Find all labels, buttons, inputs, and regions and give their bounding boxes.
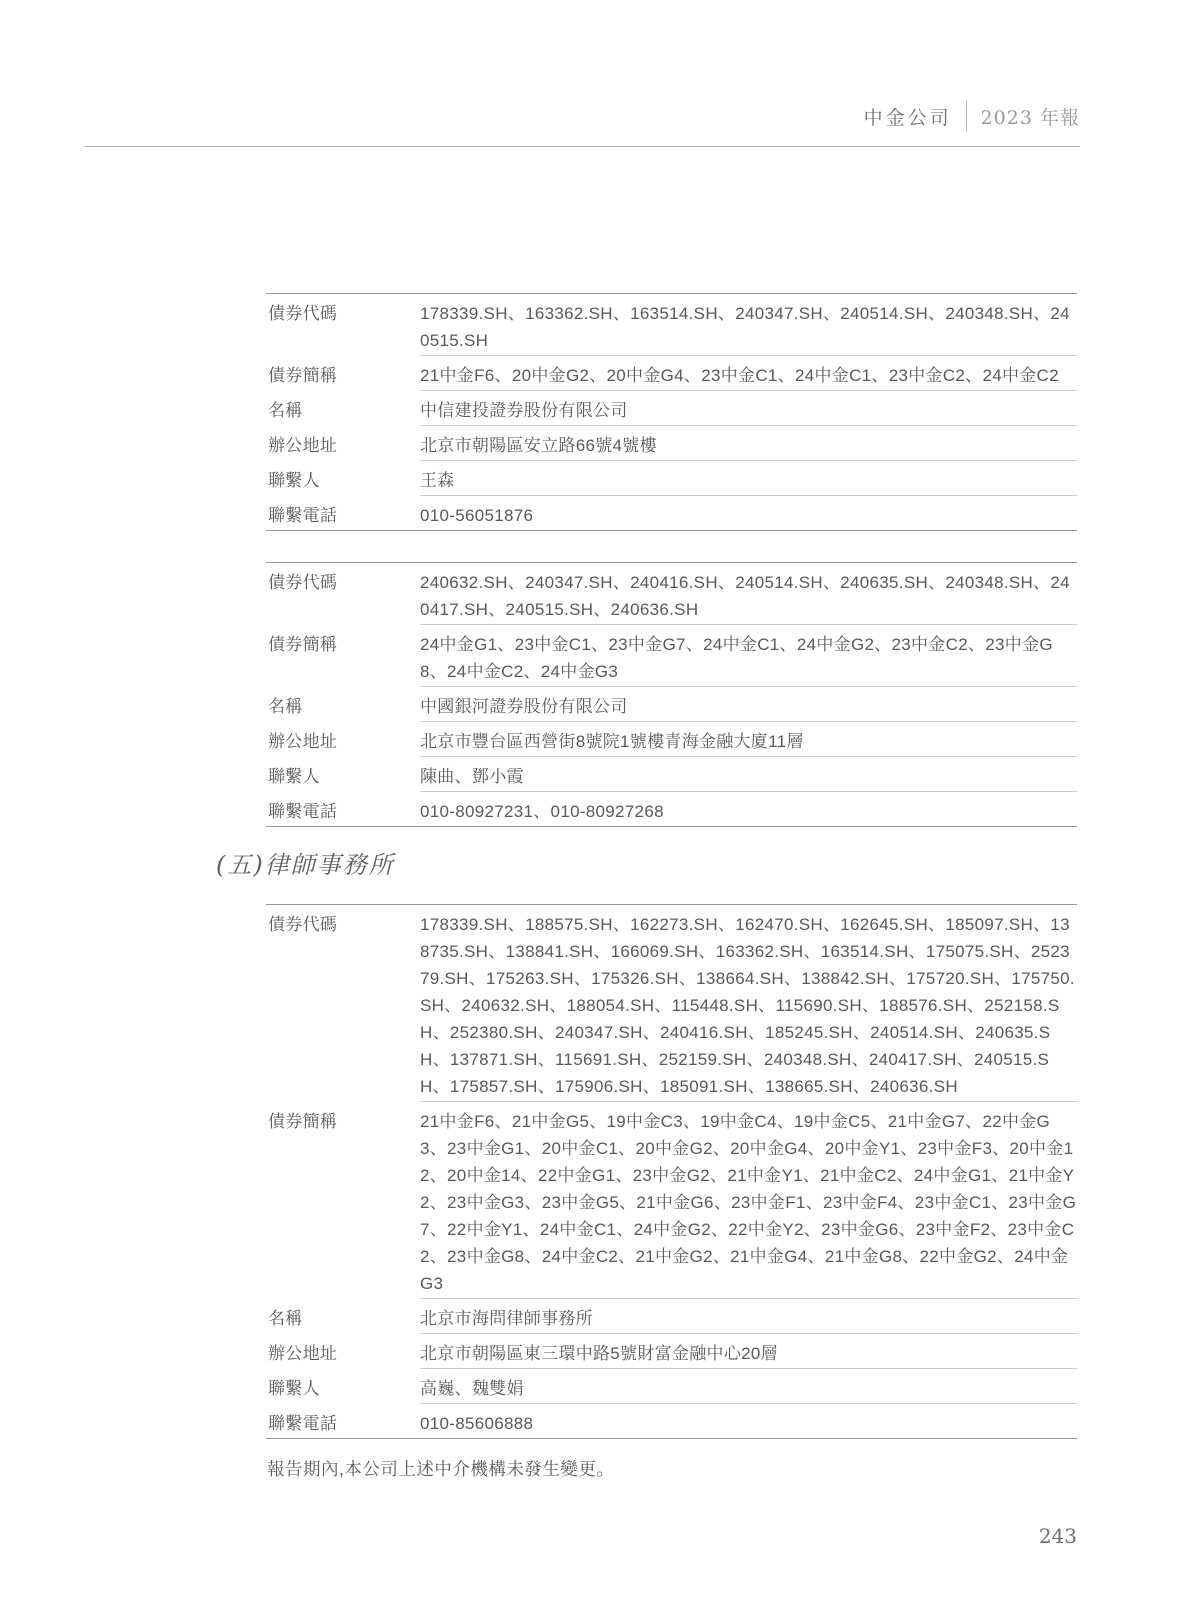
- field-value: 21中金F6、20中金G2、20中金G4、23中金C1、24中金C1、23中金C2、24中金C2: [420, 356, 1077, 391]
- field-value: 北京市海問律師事務所: [420, 1299, 1077, 1334]
- table-row: [266, 294, 1077, 356]
- table-row: [266, 1299, 1077, 1334]
- footer-note: 報告期內,本公司上述中介機構未發生變更。: [267, 1459, 615, 1479]
- table-row: [266, 461, 1077, 496]
- field-value: 178339.SH、163362.SH、163514.SH、240347.SH、240514.SH、240348.SH、240515.SH: [420, 294, 1077, 356]
- field-label: 債券簡稱: [268, 635, 338, 654]
- field-value: 21中金F6、21中金G5、19中金C3、19中金C4、19中金C5、21中金G7、22中金G3、23中金G1、20中金C1、20中金G2、20中金G4、20中金Y1、23中金F3、20中金12、20中金14、22中金G1、23中金G2、21中金Y1、21中金C2、24中金G1、21中金Y2、23中金G3、23中金G5、21中金G6、23中金F1、23中金F4、23中金C1、23中金G7、22中金Y1、24中金C1、24中金G2、22中金Y2、23中金G6、23中金F2、23中金C2、23中金G8、24中金C2、21中金G2、21中金G4、21中金G8、22中金G2、24中金G3: [420, 1102, 1077, 1299]
- field-value: 010-85606888: [420, 1414, 534, 1433]
- report-year: 2023 年報: [980, 106, 1080, 129]
- table-row: [266, 1369, 1077, 1404]
- field-value: 高巍、魏雙娟: [420, 1369, 1077, 1404]
- field-value: 010-56051876: [420, 506, 534, 525]
- company-name: 中金公司: [863, 106, 952, 129]
- table-row: [266, 1102, 1077, 1299]
- field-label: 債券代碼: [268, 304, 338, 323]
- table-row: [266, 1334, 1077, 1369]
- table-row: [266, 792, 1077, 826]
- field-label: 聯繫電話: [268, 506, 338, 525]
- table-row: [266, 563, 1077, 625]
- field-value: 陳曲、鄧小霞: [420, 757, 1077, 792]
- field-value: 010-80927231、010-80927268: [420, 802, 664, 821]
- field-label: 聯繫人: [268, 471, 320, 490]
- table-row: [266, 722, 1077, 757]
- intermediary-table-1: [266, 293, 1077, 531]
- field-value: 北京市朝陽區安立路66號4號樓: [420, 426, 1077, 461]
- field-value: 北京市朝陽區東三環中路5號財富金融中心20層: [420, 1334, 1077, 1369]
- table-row: [266, 356, 1077, 391]
- field-label: 名稱: [268, 401, 303, 420]
- field-value: 中信建投證券股份有限公司: [420, 391, 1077, 426]
- field-label: 債券代碼: [268, 915, 338, 934]
- section-heading: (五)律師事務所: [216, 851, 395, 879]
- field-label: 聯繫電話: [268, 802, 338, 821]
- field-label: 聯繫電話: [268, 1414, 338, 1433]
- table-row: [266, 1404, 1077, 1438]
- field-value: 北京市豐台區西營街8號院1號樓青海金融大廈11層: [420, 722, 1077, 757]
- field-label: 債券簡稱: [268, 366, 338, 385]
- field-label: 聯繫人: [268, 767, 320, 786]
- field-label: 名稱: [268, 1309, 303, 1328]
- field-label: 辦公地址: [268, 732, 338, 751]
- field-value: 240632.SH、240347.SH、240416.SH、240514.SH、240635.SH、240348.SH、240417.SH、240515.SH、240636.SH: [420, 563, 1077, 625]
- field-value: 178339.SH、188575.SH、162273.SH、162470.SH、162645.SH、185097.SH、138735.SH、138841.SH、166069.SH、163362.SH、163514.SH、175075.SH、252379.SH、175263.SH、175326.SH、138664.SH、138842.SH、175720.SH、175750.SH、240632.SH、188054.SH、115448.SH、115690.SH、188576.SH、252158.SH、252380.SH、240347.SH、240416.SH、185245.SH、240514.SH、240635.SH、137871.SH、115691.SH、252159.SH、240348.SH、240417.SH、240515.SH、175857.SH、175906.SH、185091.SH、138665.SH、240636.SH: [420, 905, 1077, 1102]
- table-row: [266, 426, 1077, 461]
- field-label: 名稱: [268, 697, 303, 716]
- table-row: [266, 391, 1077, 426]
- page-number: 243: [1038, 1524, 1077, 1548]
- intermediary-table-2: [266, 562, 1077, 827]
- table-row: [266, 687, 1077, 722]
- field-value: 24中金G1、23中金C1、23中金G7、24中金C1、24中金G2、23中金C2、23中金G8、24中金C2、24中金G3: [420, 625, 1077, 687]
- page-header: [85, 100, 1080, 147]
- table-row: [266, 905, 1077, 1102]
- table-row: [266, 757, 1077, 792]
- intermediary-table-3: [266, 904, 1077, 1439]
- field-value: 中國銀河證券股份有限公司: [420, 687, 1077, 722]
- field-label: 辦公地址: [268, 436, 338, 455]
- field-label: 聯繫人: [268, 1379, 320, 1398]
- table-row: [266, 496, 1077, 530]
- field-label: 債券簡稱: [268, 1112, 338, 1131]
- header-divider: [966, 100, 967, 132]
- field-label: 債券代碼: [268, 573, 338, 592]
- field-label: 辦公地址: [268, 1344, 338, 1363]
- field-value: 王森: [420, 461, 1077, 496]
- table-row: [266, 625, 1077, 687]
